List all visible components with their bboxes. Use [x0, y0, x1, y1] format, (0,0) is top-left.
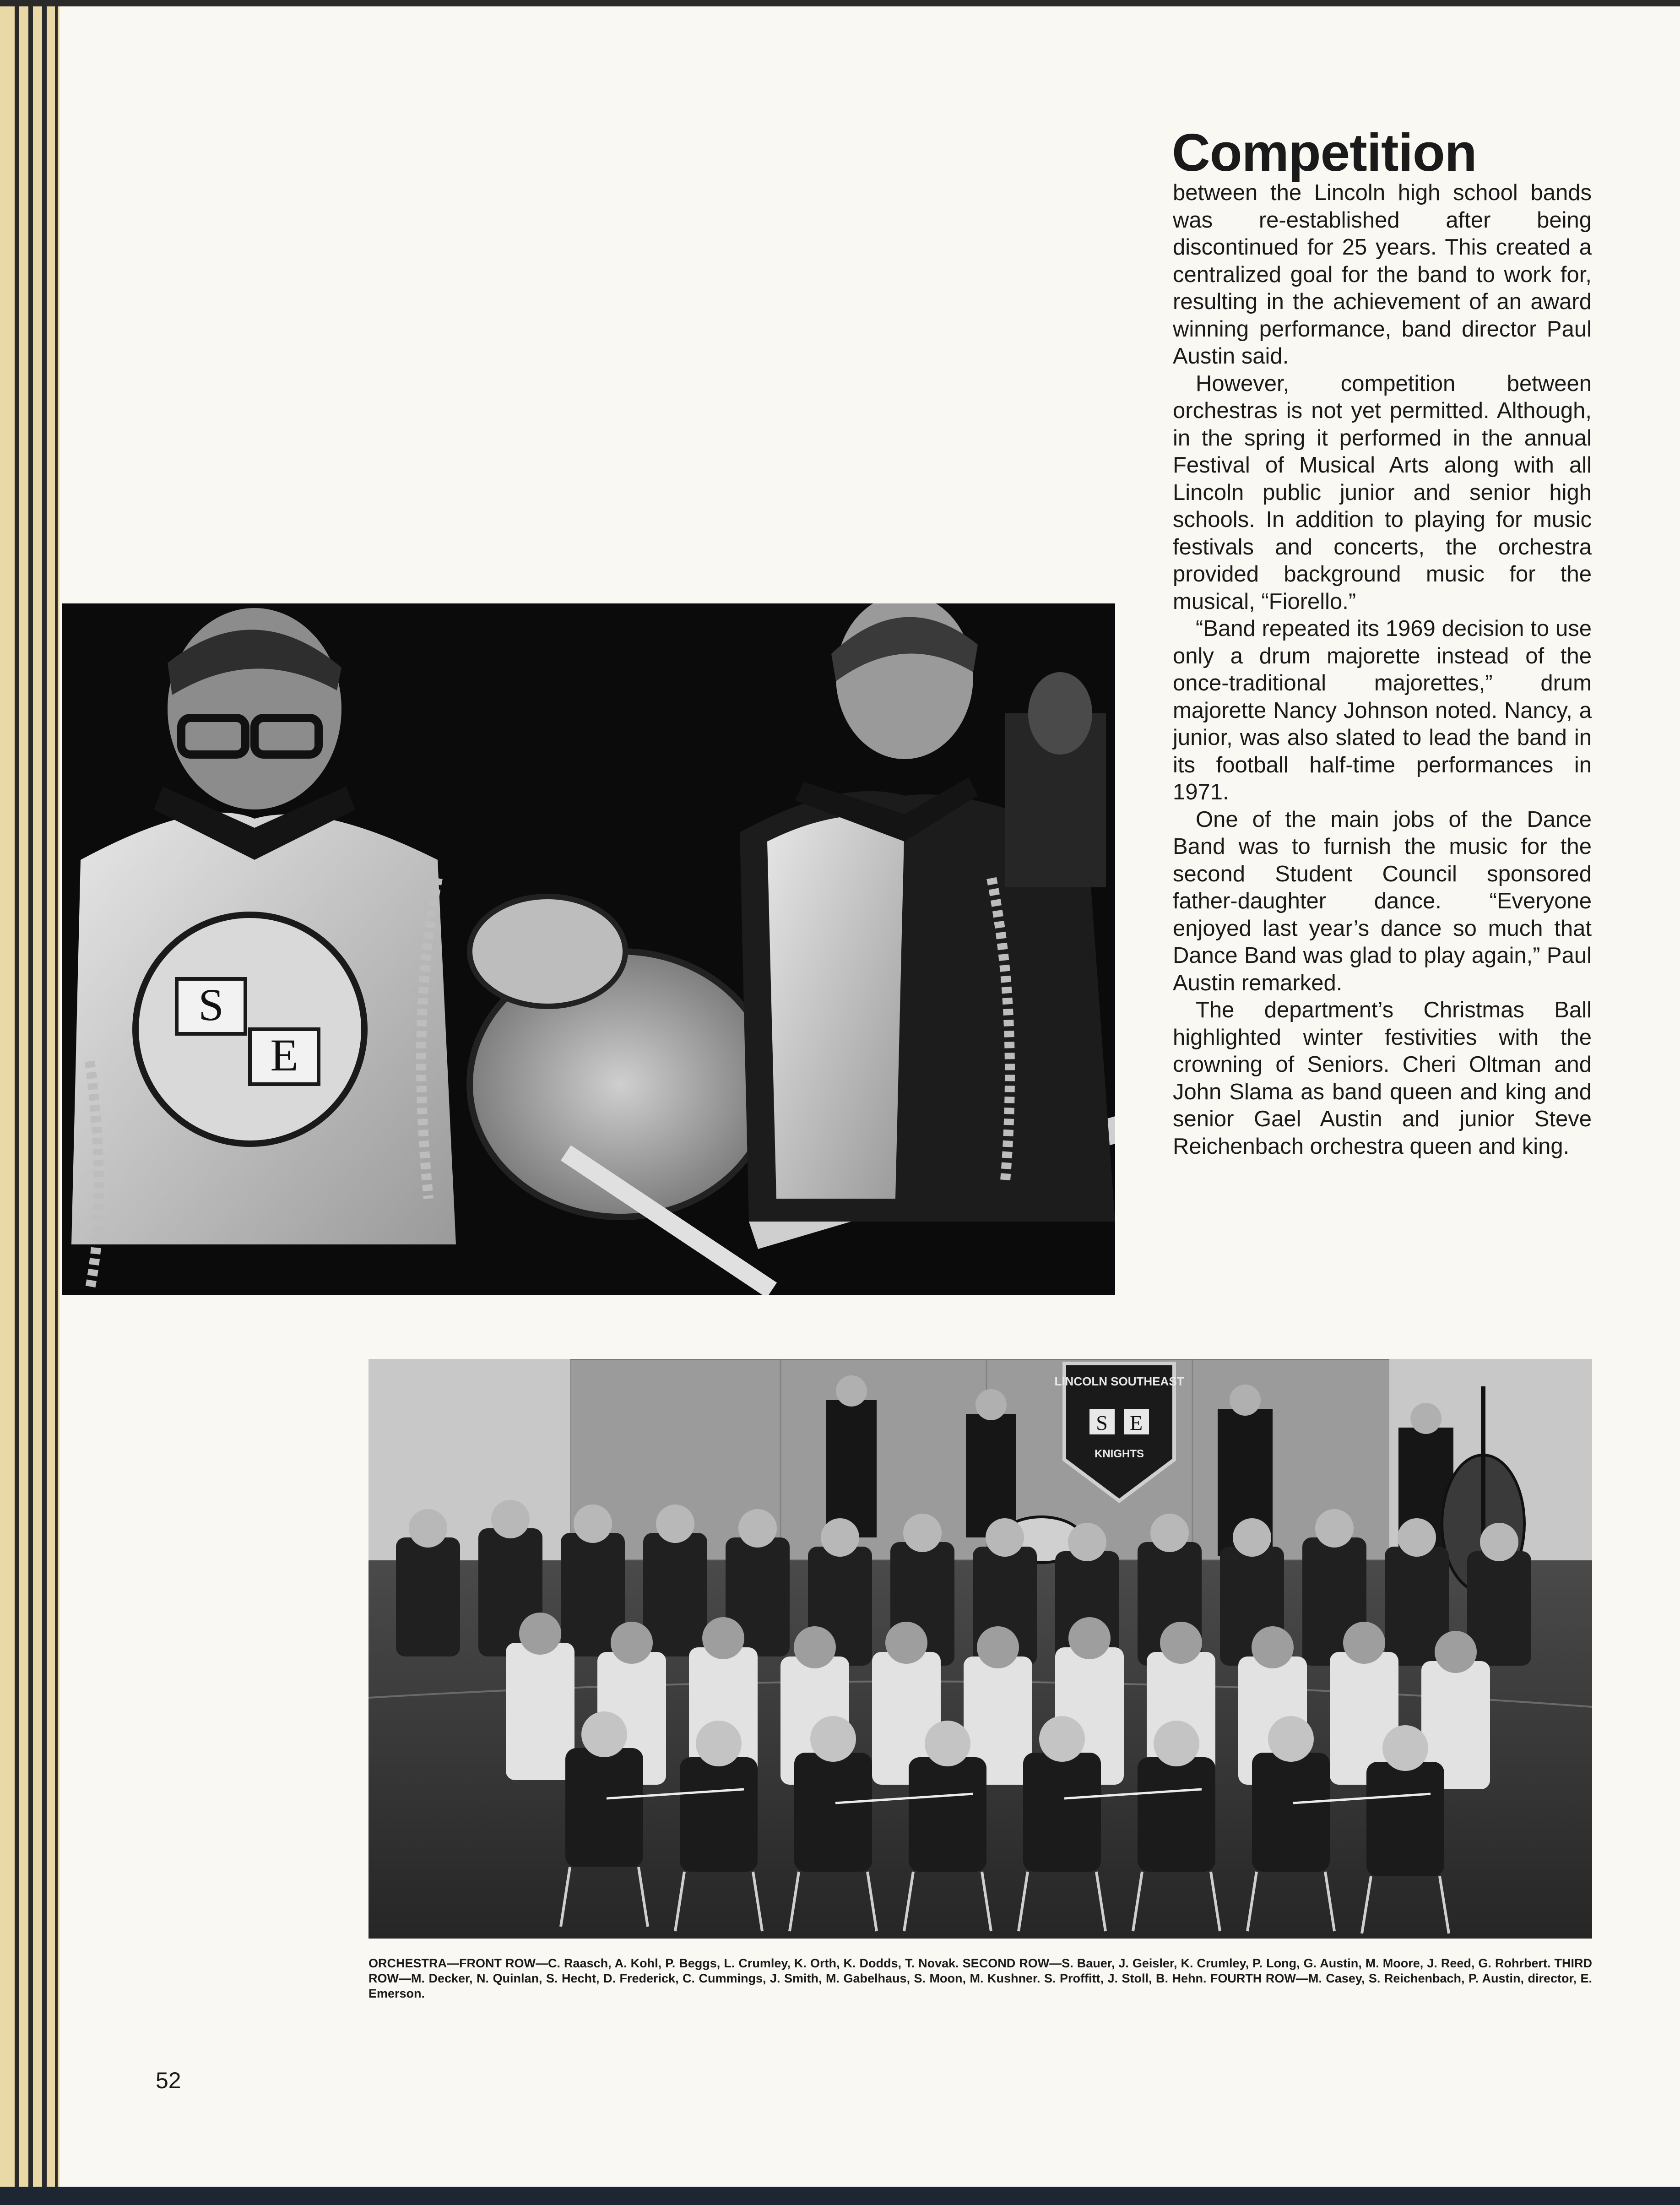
article-paragraph: “Band repeated its 1969 decision to use only a drum majorette instead of the once-traditional majorettes,” drum majorette Nancy Johnson noted. Nancy, a junior, was also slated to lead the band in its football half-time performances in 1971.	[1173, 616, 1592, 804]
binding-line	[42, 0, 47, 2205]
banner-letter-e: E	[1129, 1411, 1143, 1434]
crest-letter-e: E	[270, 1030, 298, 1081]
top-edge	[0, 0, 1680, 6]
binding-line	[55, 0, 58, 2205]
orchestra-photo-illustration	[369, 1359, 1592, 1939]
article-headline: Competition	[1172, 123, 1477, 182]
book-binding-edge	[0, 0, 60, 2205]
binding-line	[15, 0, 19, 2205]
band-members-photo	[62, 603, 1115, 1295]
photo-caption: ORCHESTRA—FRONT ROW—C. Raasch, A. Kohl, P. Beggs, L. Crumley, K. Orth, K. Dodds, T. Novak. SECOND ROW—S. Bauer, J. Geisler, K. Crumley, P. Long, G. Austin, M. Moore, J. Reed, G. Rohrbert. THIRD ROW—M. Decker, N. Quinlan, S. Hecht, D. Frederick, C. Cummings, J. Smith, M. Gabelhaus, S. Moon, M. Kushner. S. Proffitt, J. Stoll, B. Hehn. FOURTH ROW—M. Casey, S. Reichenbach, P. Austin, director, E. Emerson.	[369, 1956, 1592, 2000]
binding-line	[28, 0, 33, 2205]
article-body	[1173, 179, 1592, 1160]
article-paragraph: One of the main jobs of the Dance Band was to furnish the music for the second Student Council sponsored father-daughter dance. “Everyone enjoyed last year’s dance so much that Dance Band was glad to play again,” Paul Austin remarked.	[1173, 807, 1592, 995]
bottom-edge	[0, 2187, 1680, 2205]
crest-letter-s: S	[198, 979, 224, 1030]
banner-subtitle: KNIGHTS	[1095, 1448, 1144, 1460]
article-paragraph: between the Lincoln high school bands was re-established after being discontinued for 25 years. This created a centralized goal for the band to work for, resulting in the achievement of an award winning performance, band director Paul Austin said.	[1173, 180, 1592, 369]
banner-title: LINCOLN SOUTHEAST	[1054, 1374, 1184, 1388]
article-paragraph: The department’s Christmas Ball highlighted winter festivities with the crowning of Seniors. Cheri Oltman and John Slama as band queen and king and senior Gael Austin and junior Steve Reichenbach orchestra queen and king.	[1173, 998, 1592, 1159]
orchestra-group-photo	[369, 1359, 1592, 1939]
article-paragraph: However, competition between orchestras is not yet permitted. Although, in the spring it performed in the annual Festival of Musical Arts along with all Lincoln public junior and senior high schools. In addition to playing for music festivals and concerts, the orchestra provided background music for the musical, “Fiorello.”	[1173, 371, 1592, 614]
banner-letter-s: S	[1096, 1411, 1108, 1434]
page-number: 52	[156, 2068, 181, 2093]
band-photo-illustration	[62, 603, 1115, 1295]
